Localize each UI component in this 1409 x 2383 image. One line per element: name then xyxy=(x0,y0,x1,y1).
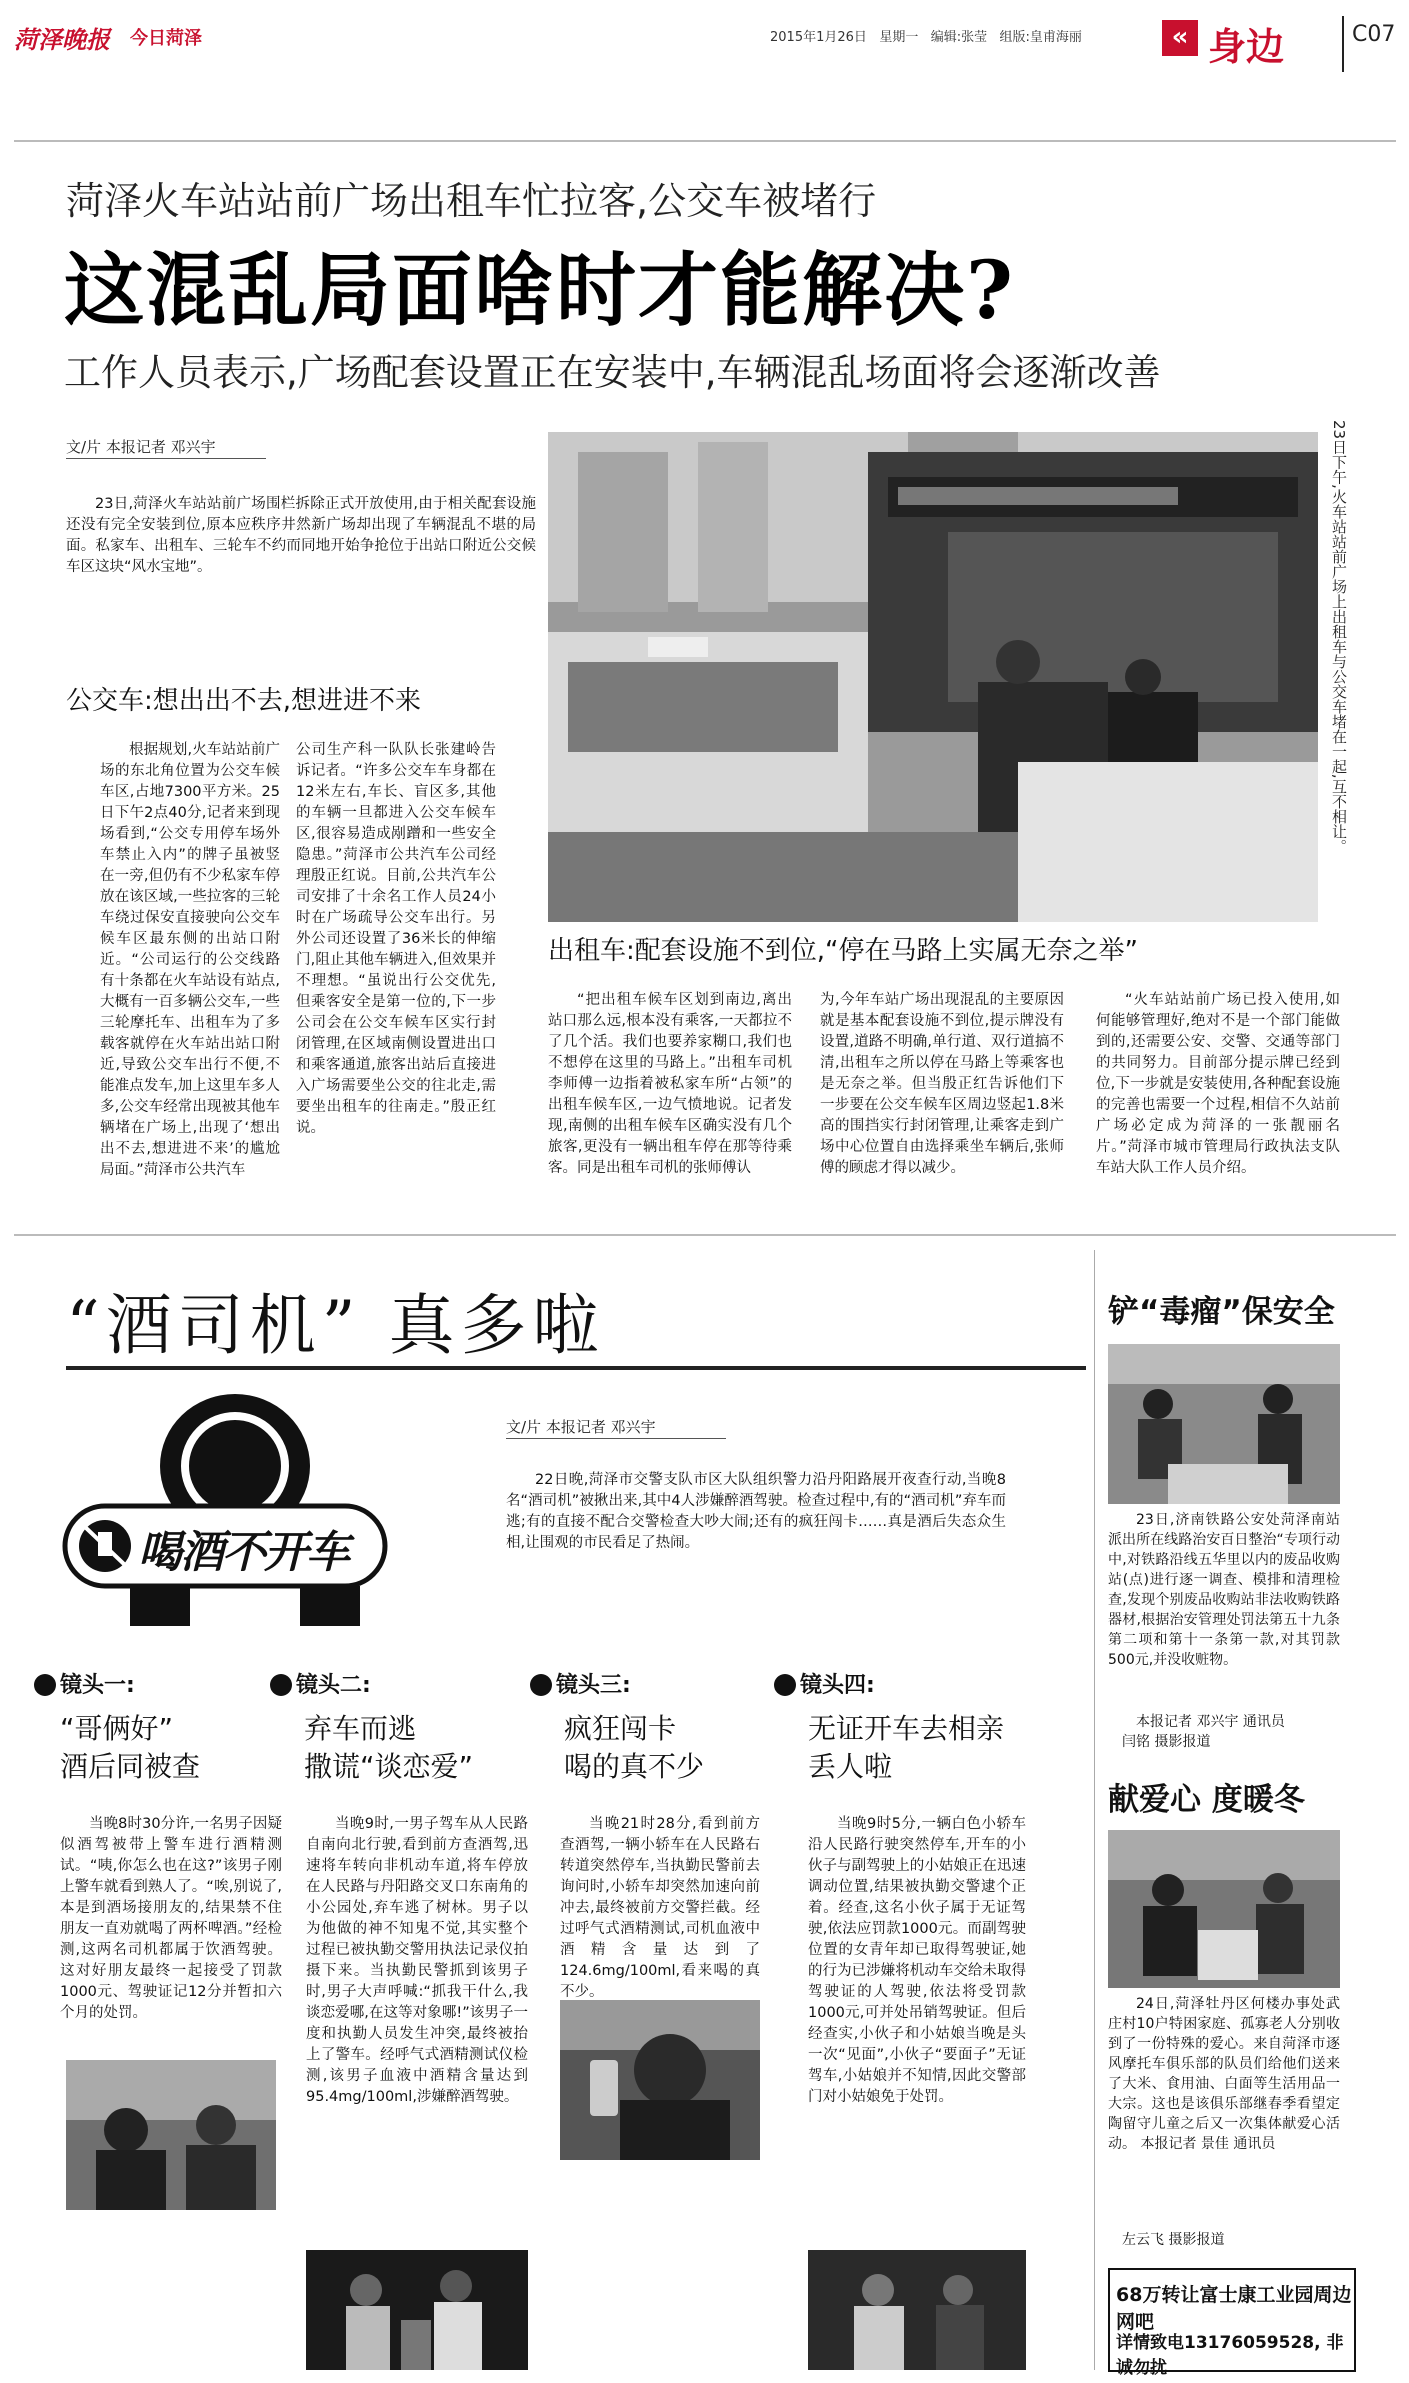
shot2-photo xyxy=(306,2250,528,2370)
story1-deck: 工作人员表示,广场配套设置正在安装中,车辆混乱场面将会逐渐改善 xyxy=(64,351,1161,394)
sidebar-item2-credit: 左云飞 摄影报道 xyxy=(1122,2232,1225,2248)
story1-subhead-taxi: 出租车:配套设施不到位,“停在马路上实属无奈之举” xyxy=(548,936,1138,966)
sidebar-item1-credit2: 闫铭 摄影报道 xyxy=(1122,1734,1211,1750)
shot3-title: 疯狂闯卡 喝的真不少 xyxy=(564,1712,705,1783)
shot3-photo xyxy=(560,2000,760,2160)
drink-no-drive-logo xyxy=(60,1376,390,1636)
ad-contact: 详情致电13176059528, 非诚勿扰 xyxy=(1116,2333,1344,2378)
header-rule xyxy=(14,140,1396,142)
camera-lens-icon xyxy=(34,1674,56,1696)
ad-headline: 68万转让富士康工业园周边网吧 xyxy=(1116,2284,1352,2333)
camera-lens-icon xyxy=(270,1674,292,1696)
sidebar-item1-body: 23日,济南铁路公安处菏泽南站派出所在线路治安百日整治“专项行动中,对铁路沿线五华里以内的废品收购站(点)进行逐一调查、模排和清理检查,发现个别废品收购站非法收购铁路器材,根据治安管理处罚法第五十九条第二项和第十一条第一款,对其罚款500元,并没收赃物。 xyxy=(1108,1512,1340,1668)
story1-photo-traffic xyxy=(548,432,1318,922)
camera-lens-icon xyxy=(774,1674,796,1696)
double-chevron-left-icon: « xyxy=(1162,20,1198,56)
issue-editor: 编辑:张莹 xyxy=(930,30,988,45)
shot4-title: 无证开车去相亲 丢人啦 xyxy=(808,1712,1005,1783)
story1-taxi-col2: 为,今年车站广场出现混乱的主要原因就是基本配套设施不到位,提示牌没有设置,道路不明确,单行道、双行道搞不清,出租车之所以停在马路上等乘客也是无奈之举。但当殷正红告诉他们下一步要在公交车候车区周边竖起1.8米高的围挡实行封闭管理,让乘客走到广场中心位置自由选择乘坐车辆后,张师傅的顾虑才得以减少。 xyxy=(820,992,1064,1176)
sidebar-item1-credit1: 本报记者 邓兴宇 通讯员 xyxy=(1136,1714,1285,1730)
header-divider xyxy=(1342,16,1344,72)
story1-photo-caption: 23日下午,火车站站前广场上出租车与公交车堵在一起,互不相让。 xyxy=(1330,420,1348,854)
shot2-body: 当晚9时,一男子驾车从人民路自南向北行驶,看到前方查酒驾,迅速将车转向非机动车道,将车停放在人民路与丹阳路交叉口东南角的小公园处,弃车逃了树林。男子以为他做的神不知鬼不觉,其实整个过程已被执勤交警用执法记录仪拍摄下来。当执勤民警抓到该男子时,男子大声呼喊:“抓我干什么,我谈恋爱哪,在这等对象哪!”该男子一度和执勤人员发生冲突,最终被抬上了警车。经呼气式酒精测试仪检测,该男子血液中酒精含量达到95.4mg/100ml,涉嫌醉酒驾驶。 xyxy=(306,1816,528,2105)
camera-lens-icon xyxy=(530,1674,552,1696)
shot3-body: 当晚21时28分,看到前方查酒驾,一辆小轿车在人民路右转道突然停车,当执勤民警前去询问时,小轿车却突然加速向前冲去,最终被前方交警拦截。经过呼气式酒精测试,司机血液中酒精含量达到了124.6mg/100ml,看来喝的真不少。 xyxy=(560,1816,760,2000)
shot4-tag: 镜头四: xyxy=(774,1668,875,1699)
sidebar-item2-body: 24日,菏泽牡丹区何楼办事处武庄村10户特困家庭、孤寡老人分别收到了一份特殊的爱心。来自菏泽市逐风摩托车俱乐部的队员们给他们送来了大米、食用油、白面等生活用品一大宗。这也是该俱乐部继春季看望定陶留守儿童之后又一次集体献爱心活动。 本报记者 景佳 通讯员 xyxy=(1108,1996,1340,2152)
newspaper-logo: 菏泽晚报 xyxy=(14,25,110,54)
sidebar-item1-photo xyxy=(1108,1344,1340,1504)
byline-rule xyxy=(66,458,266,459)
story2-title-rule xyxy=(66,1366,1086,1370)
shot1-tag: 镜头一: xyxy=(34,1668,135,1699)
shot4-photo xyxy=(808,2250,1026,2370)
shot1-title: “哥俩好” 酒后同被查 xyxy=(60,1712,201,1783)
section-rule xyxy=(14,1234,1396,1236)
byline-rule xyxy=(506,1438,726,1439)
issue-layout: 组版:皇甫海丽 xyxy=(999,30,1082,45)
sidebar-divider xyxy=(1094,1250,1095,2370)
classified-ad xyxy=(1108,2268,1356,2378)
issue-date: 2015年1月26日 xyxy=(770,30,867,45)
page-section-title: 身边 xyxy=(1208,24,1285,69)
story1-subhead-bus: 公交车:想出出不去,想进进不来 xyxy=(66,686,422,716)
sidebar-item2-title: 献爱心 度暖冬 xyxy=(1108,1782,1305,1818)
story1-taxi-col3: “火车站站前广场已投入使用,如何能够管理好,绝对不是一个部门能做到的,还需要公安、交警、交通等部门的共同努力。目前部分提示牌已经到位,下一步就是安装使用,各种配套设施的完善也需要一个过程,相信不久站前广场必定成为菏泽的一张靓丽名片。”菏泽市城市管理局行政执法支队车站大队工作人员介绍。 xyxy=(1096,992,1340,1176)
sidebar-item2-photo xyxy=(1108,1830,1340,1988)
issue-weekday: 星期一 xyxy=(879,30,919,45)
shot4-body: 当晚9时5分,一辆白色小轿车沿人民路行驶突然停车,开车的小伙子与副驾驶上的小姑娘正在迅速调动位置,结果被执勤交警逮个正着。经查,这名小伙子属于无证驾驶,依法应罚款1000元。而副驾驶位置的女青年却已取得驾驶证,她的行为已涉嫌将机动车交给未取得驾驶证的人驾驶,依法将受罚款1000元,可并处吊销驾驶证。但后经查实,小伙子和小姑娘当晚是头一次“见面”,小伙子“要面子”无证驾车,小姑娘并不知情,因此交警部门对小姑娘免于处罚。 xyxy=(808,1816,1026,2105)
shot1-body: 当晚8时30分许,一名男子因疑似酒驾被带上警车进行酒精测试。“咦,你怎么也在这?”该男子刚上警车就看到熟人了。“唉,别说了,本是到酒场接朋友的,结果禁不住朋友一直劝就喝了两杯啤酒。”经检测,这两名司机都属于饮酒驾驶。这对好朋友最终一起接受了罚款1000元、驾驶证记12分并暂扣六个月的处罚。 xyxy=(60,1816,282,2021)
story1-bus-col2: 公司生产科一队队长张建岭告诉记者。“许多公交车车身都在12米左右,车长、盲区多,其他的车辆一旦都进入公交车候车区,很容易造成剐蹭和一些安全隐患。”菏泽市公共汽车公司经理殷正红说。目前,公共汽车公司安排了十余名工作人员24小时在广场疏导公交车出行。另外公司还设置了36米长的伸缩门,阻止其他车辆进入,但效果并不理想。“虽说出行公交优先,但乘客安全是第一位的,下一步公司会在公交车候车区实行封闭管理,在区域南侧设置进出口和乘客通道,旅客出站后直接进入广场需要坐公交的往北走,需要坐出租车的往南走。”殷正红说。 xyxy=(296,742,496,1136)
story2-lead: 22日晚,菏泽市交警支队市区大队组织警力沿丹阳路展开夜查行动,当晚8名“酒司机”被揪出来,其中4人涉嫌醉酒驾驶。检查过程中,有的“酒司机”弃车而逃;有的直接不配合交警检查大吵大闹;还有的疯狂闯卡……真是酒后失态众生相,让围观的市民看足了热闹。 xyxy=(506,1472,1006,1551)
story1-headline: 这混乱局面啥时才能解决? xyxy=(64,243,1015,337)
story1-byline: 文/片 本报记者 邓兴宇 xyxy=(66,438,216,456)
shot3-tag: 镜头三: xyxy=(530,1668,631,1699)
story1-bus-col1: 根据规划,火车站站前广场的东北角位置为公交车候车区,占地7300平方米。25日下午2点40分,记者来到现场看到,“公交专用停车场外车禁止入内”的牌子虽被竖在一旁,但仍有不少私家车停放在该区域,一些拉客的三轮车绕过保安直接驶向公交车候车区最东侧的出站口附近。“公司运行的公交线路有十条都在火车站设有站点,大概有一百多辆公交车,一些三轮摩托车、出租车为了多载客就停在火车站出站口附近,导致公交车出行不便,不能准点发车,加上这里车多人多,公交车经常出现被其他车辆堵在广场上,出现了‘想出出不去,想进进不来’的尴尬局面。”菏泽市公共汽车 xyxy=(100,742,280,1178)
logo-text: 喝酒不开车 xyxy=(138,1527,348,1578)
story1-lead: 23日,菏泽火车站站前广场围栏拆除正式开放使用,由于相关配套设施还没有完全安装到位,原本应秩序井然新广场却出现了车辆混乱不堪的局面。私家车、出租车、三轮车不约而同地开始争抢位于出站口附近公交候车区这块“风水宝地”。 xyxy=(66,496,536,575)
newspaper-section-name: 今日菏泽 xyxy=(130,28,202,49)
page-number: C07 xyxy=(1352,22,1396,47)
story2-title: “酒司机” 真多啦 xyxy=(66,1287,605,1364)
shot2-title: 弃车而逃 撒谎“谈恋爱” xyxy=(304,1712,474,1783)
issue-meta xyxy=(770,26,1082,45)
story1-taxi-col1: “把出租车候车区划到南边,离出站口那么远,根本没有乘客,一天都拉不了几个活。我们也要养家糊口,我们也不想停在这里的马路上。”出租车司机李师傅一边指着被私家车所“占领”的出租车候车区,一边气愤地说。记者发现,南侧的出租车候车区确实没有几个旅客,更没有一辆出租车停在那等待乘客。同是出租车司机的张师傅认 xyxy=(548,992,792,1176)
story2-byline: 文/片 本报记者 邓兴宇 xyxy=(506,1418,656,1436)
sidebar-item1-title: 铲“毒瘤”保安全 xyxy=(1108,1294,1335,1330)
shot1-photo xyxy=(66,2060,276,2210)
shot2-tag: 镜头二: xyxy=(270,1668,371,1699)
story1-kicker: 菏泽火车站站前广场出租车忙拉客,公交车被堵行 xyxy=(66,179,877,223)
